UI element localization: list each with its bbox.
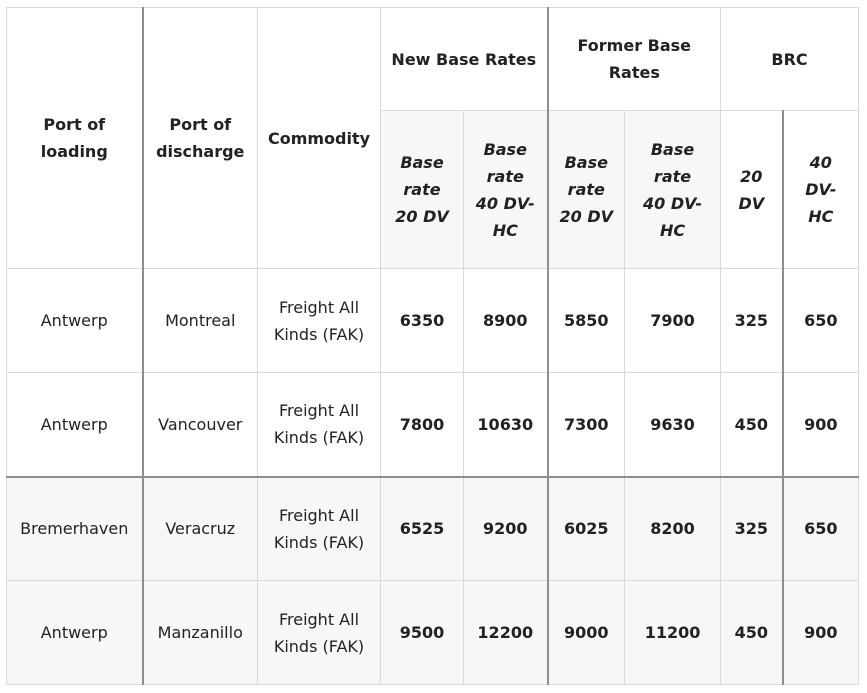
cell-commodity <box>258 373 381 477</box>
header-former-40-line4: HC <box>659 220 686 240</box>
table-row <box>7 477 859 581</box>
cell-former-40dvhc: 11200 <box>625 581 721 685</box>
cell-new-20dv: 7800 <box>381 373 464 477</box>
cell-new-20dv: 9500 <box>381 581 464 685</box>
header-new-base-rate-20dv <box>381 111 464 269</box>
cell-new-20dv: 6350 <box>381 269 464 373</box>
cell-new-40dvhc: 9200 <box>464 477 548 581</box>
header-brc-40-line3: HC <box>808 207 834 226</box>
header-port-of-discharge-line1: Port of <box>169 115 232 134</box>
table-row <box>7 581 859 685</box>
cell-commodity-line1: Freight All <box>278 401 360 421</box>
header-brc-20-line2: DV <box>738 193 765 213</box>
cell-port-of-loading: Antwerp <box>7 373 143 477</box>
cell-commodity-line2: Kinds (FAK) <box>273 324 365 344</box>
header-new-40-line3: 40 DV- <box>475 193 535 213</box>
header-new-base-rates: New Base Rates <box>381 8 548 111</box>
header-former-40-line3: 40 DV- <box>643 193 703 213</box>
cell-brc-40dvhc: 900 <box>783 373 859 477</box>
cell-former-40dvhc: 9630 <box>625 373 721 477</box>
header-new-20-line1: Base <box>400 153 444 172</box>
header-port-of-discharge <box>143 8 258 269</box>
header-port-of-loading-line1: Port of <box>43 115 106 134</box>
header-former-base-rates-line2: Rates <box>608 63 660 82</box>
cell-commodity-line1: Freight All <box>278 297 360 317</box>
header-former-20-line1: Base <box>564 153 608 172</box>
header-former-40-line1: Base <box>650 139 695 159</box>
header-brc-40-line1: 40 <box>809 153 832 172</box>
table-row <box>7 269 859 373</box>
header-port-of-discharge-line2: discharge <box>156 142 245 161</box>
cell-port-of-discharge: Vancouver <box>143 373 258 477</box>
cell-former-20dv: 6025 <box>548 477 625 581</box>
cell-port-of-discharge: Montreal <box>143 269 258 373</box>
cell-brc-20dv: 325 <box>721 477 783 581</box>
header-new-40-line1: Base <box>483 139 527 159</box>
cell-port-of-loading: Bremerhaven <box>7 477 143 581</box>
cell-brc-40dvhc: 650 <box>783 477 859 581</box>
header-new-20-line2: rate <box>403 180 441 199</box>
header-brc: BRC <box>721 8 859 111</box>
cell-brc-40dvhc: 650 <box>783 269 859 373</box>
table-row <box>7 373 859 477</box>
header-commodity: Commodity <box>258 8 381 269</box>
header-former-base-rates-line1: Former Base <box>577 36 692 55</box>
header-brc-40dvhc <box>783 111 859 269</box>
header-former-base-rates <box>548 8 721 111</box>
cell-commodity-line2: Kinds (FAK) <box>273 636 365 656</box>
cell-former-20dv: 7300 <box>548 373 625 477</box>
header-new-40-line2: rate <box>486 166 524 186</box>
header-new-base-rate-40dvhc <box>464 111 548 269</box>
cell-new-20dv: 6525 <box>381 477 464 581</box>
cell-commodity <box>258 581 381 685</box>
header-brc-20-line1: 20 <box>740 166 763 186</box>
cell-brc-20dv: 450 <box>721 581 783 685</box>
cell-former-40dvhc: 7900 <box>625 269 721 373</box>
cell-brc-20dv: 325 <box>721 269 783 373</box>
header-new-40-line4: HC <box>492 220 518 240</box>
header-brc-40-line2: DV- <box>805 180 837 199</box>
cell-commodity <box>258 477 381 581</box>
cell-new-40dvhc: 8900 <box>464 269 548 373</box>
header-former-20-line3: 20 DV <box>559 207 614 226</box>
cell-port-of-loading: Antwerp <box>7 269 143 373</box>
cell-port-of-loading: Antwerp <box>7 581 143 685</box>
cell-brc-20dv: 450 <box>721 373 783 477</box>
cell-port-of-discharge: Veracruz <box>143 477 258 581</box>
cell-former-40dvhc: 8200 <box>625 477 721 581</box>
header-former-base-rate-20dv <box>548 111 625 269</box>
cell-former-20dv: 9000 <box>548 581 625 685</box>
rates-table <box>6 7 859 685</box>
cell-former-20dv: 5850 <box>548 269 625 373</box>
cell-commodity-line1: Freight All <box>278 505 360 525</box>
cell-new-40dvhc: 12200 <box>464 581 548 685</box>
header-former-40-line2: rate <box>653 166 692 186</box>
header-former-20-line2: rate <box>567 180 605 199</box>
header-brc-20dv <box>721 111 783 269</box>
cell-commodity <box>258 269 381 373</box>
cell-port-of-discharge: Manzanillo <box>143 581 258 685</box>
cell-commodity-line1: Freight All <box>278 609 360 629</box>
header-new-20-line3: 20 DV <box>395 207 449 226</box>
header-port-of-loading <box>7 8 143 269</box>
cell-brc-40dvhc: 900 <box>783 581 859 685</box>
header-former-base-rate-40dvhc <box>625 111 721 269</box>
cell-commodity-line2: Kinds (FAK) <box>273 428 365 448</box>
header-port-of-loading-line2: loading <box>40 142 108 161</box>
cell-new-40dvhc: 10630 <box>464 373 548 477</box>
cell-commodity-line2: Kinds (FAK) <box>273 532 365 552</box>
